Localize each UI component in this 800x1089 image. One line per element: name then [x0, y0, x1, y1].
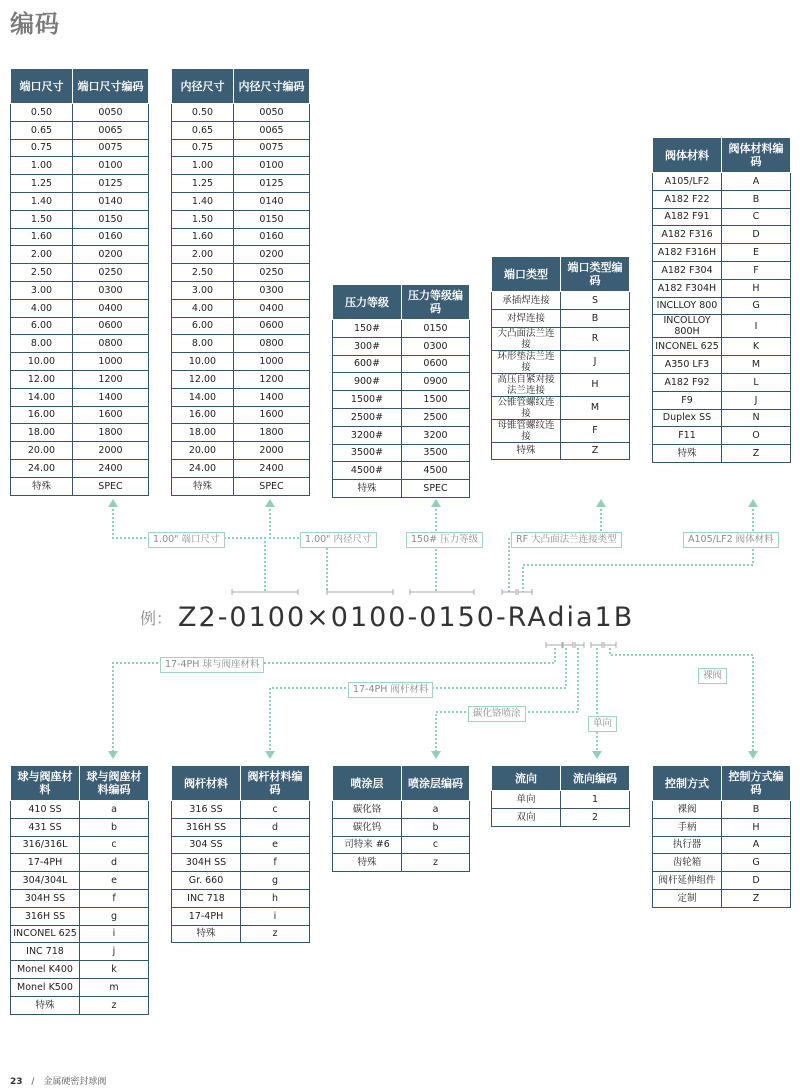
code-cell: M: [722, 356, 791, 374]
code-cell: G: [722, 854, 791, 872]
code-cell: 0150: [234, 210, 310, 228]
code-cell: B: [722, 801, 791, 819]
option-cell: 4.00: [172, 299, 234, 317]
option-cell: A182 F92: [653, 373, 722, 391]
code-cell: f: [80, 889, 149, 907]
option-cell: INCOLLOY 800H: [653, 315, 722, 338]
option-cell: 1.00: [172, 157, 234, 175]
option-cell: 3500#: [333, 444, 402, 462]
end-type-label: RF 大凸面法兰连接类型: [511, 532, 622, 548]
option-cell: 执行器: [653, 836, 722, 854]
code-cell: B: [561, 309, 630, 327]
option-cell: 0.50: [172, 104, 234, 122]
option-cell: Monel K500: [11, 978, 80, 996]
code-cell: H: [722, 279, 791, 297]
option-cell: 20.00: [11, 442, 73, 460]
option-cell: 0.75: [11, 139, 73, 157]
column-header: 阀体材料: [653, 138, 722, 173]
option-cell: 18.00: [172, 424, 234, 442]
option-cell: 2.00: [172, 246, 234, 264]
code-cell: 0100: [234, 157, 310, 175]
option-cell: 1.25: [172, 175, 234, 193]
code-cell: 0250: [73, 264, 149, 282]
option-cell: 17-4PH: [172, 907, 241, 925]
option-cell: A105/LF2: [653, 173, 722, 191]
option-cell: 8.00: [172, 335, 234, 353]
column-header: 喷涂层编码: [402, 766, 470, 801]
code-cell: 0150: [73, 210, 149, 228]
code-cell: 0300: [402, 337, 470, 355]
code-cell: G: [722, 297, 791, 315]
operator-label: 裸阀: [698, 668, 727, 684]
code-cell: Z: [722, 445, 791, 463]
code-cell: 0065: [73, 121, 149, 139]
code-cell: 0600: [234, 317, 310, 335]
code-cell: B: [722, 190, 791, 208]
option-cell: 4500#: [333, 462, 402, 480]
code-cell: i: [80, 925, 149, 943]
option-cell: 12.00: [172, 370, 234, 388]
code-cell: J: [561, 350, 630, 373]
code-cell: e: [80, 872, 149, 890]
code-cell: 1800: [73, 424, 149, 442]
option-cell: 高压自紧对接法兰连接: [492, 373, 561, 396]
option-cell: A350 LF3: [653, 356, 722, 374]
flow-label: 单向: [588, 716, 617, 732]
option-cell: A182 F316: [653, 226, 722, 244]
code-cell: C: [722, 208, 791, 226]
option-cell: 0.50: [11, 104, 73, 122]
option-cell: 1.40: [172, 192, 234, 210]
option-cell: 24.00: [172, 459, 234, 477]
option-cell: 单向: [492, 791, 561, 809]
option-cell: A182 F304H: [653, 279, 722, 297]
option-cell: 1.25: [11, 175, 73, 193]
code-cell: R: [561, 327, 630, 350]
code-cell: Z: [561, 442, 630, 460]
code-cell: z: [241, 925, 310, 943]
column-header: 阀杆材料: [172, 766, 241, 801]
option-cell: 特殊: [172, 925, 241, 943]
code-cell: 1000: [234, 353, 310, 371]
option-cell: 24.00: [11, 459, 73, 477]
code-cell: b: [80, 818, 149, 836]
option-cell: 碳化铬: [333, 801, 402, 819]
option-cell: 1.50: [11, 210, 73, 228]
example-code: [140, 602, 634, 633]
code-cell: M: [561, 396, 630, 419]
code-cell: z: [402, 854, 470, 872]
option-cell: 300#: [333, 337, 402, 355]
option-cell: 6.00: [172, 317, 234, 335]
code-cell: 1200: [73, 370, 149, 388]
code-cell: L: [722, 373, 791, 391]
option-cell: A182 F22: [653, 190, 722, 208]
option-cell: 316H SS: [11, 907, 80, 925]
option-cell: 1.60: [11, 228, 73, 246]
option-cell: 特殊: [492, 442, 561, 460]
code-cell: 3200: [402, 426, 470, 444]
code-cell: 0050: [73, 104, 149, 122]
code-cell: 1500: [402, 391, 470, 409]
code-cell: A: [722, 173, 791, 191]
option-cell: 1.00: [11, 157, 73, 175]
option-cell: 17-4PH: [11, 854, 80, 872]
code-cell: c: [80, 836, 149, 854]
code-cell: b: [402, 818, 470, 836]
column-header: 端口类型: [492, 257, 561, 292]
port-size-label: 1.00" 端口尺寸: [148, 532, 225, 548]
code-cell: 0050: [234, 104, 310, 122]
option-cell: 特殊: [333, 480, 402, 498]
option-cell: 3.00: [11, 281, 73, 299]
option-cell: 20.00: [172, 442, 234, 460]
code-cell: 0150: [402, 320, 470, 338]
example-label: 例：: [140, 609, 173, 628]
coating-label: 碳化铬喷涂: [468, 706, 526, 722]
code-cell: 2400: [73, 459, 149, 477]
ball-seat-label: 17-4PH 球与阀座材料: [160, 657, 264, 673]
option-cell: 316/316L: [11, 836, 80, 854]
column-header: 球与阀座材料: [11, 766, 80, 801]
column-header: 压力等级: [333, 285, 402, 320]
option-cell: 特殊: [653, 445, 722, 463]
code-cell: 0075: [73, 139, 149, 157]
code-cell: k: [80, 961, 149, 979]
option-cell: F9: [653, 391, 722, 409]
option-cell: A182 F91: [653, 208, 722, 226]
code-cell: h: [241, 889, 310, 907]
option-cell: Duplex SS: [653, 409, 722, 427]
option-cell: Gr. 660: [172, 872, 241, 890]
code-cell: O: [722, 427, 791, 445]
option-cell: 对焊连接: [492, 309, 561, 327]
code-cell: 0140: [73, 192, 149, 210]
code-cell: Z: [722, 889, 791, 907]
code-cell: d: [241, 818, 310, 836]
code-cell: H: [722, 818, 791, 836]
option-cell: 6.00: [11, 317, 73, 335]
option-cell: A182 F316H: [653, 244, 722, 262]
option-cell: 母锥管螺纹连接: [492, 419, 561, 442]
code-cell: a: [402, 801, 470, 819]
code-cell: 0300: [234, 281, 310, 299]
option-cell: INCLLOY 800: [653, 297, 722, 315]
bore-size-label: 1.00" 内径尺寸: [300, 532, 377, 548]
code-cell: 0140: [234, 192, 310, 210]
code-cell: D: [722, 872, 791, 890]
code-cell: 0800: [73, 335, 149, 353]
code-cell: z: [80, 996, 149, 1014]
option-cell: 410 SS: [11, 801, 80, 819]
column-header: 端口类型编码: [561, 257, 630, 292]
option-cell: 18.00: [11, 424, 73, 442]
option-cell: 304/304L: [11, 872, 80, 890]
option-cell: 0.65: [11, 121, 73, 139]
code-cell: F: [561, 419, 630, 442]
option-cell: 316 SS: [172, 801, 241, 819]
code-cell: d: [80, 854, 149, 872]
option-cell: Monel K400: [11, 961, 80, 979]
code-cell: 2000: [234, 442, 310, 460]
column-header: 端口尺寸编码: [73, 69, 149, 104]
option-cell: 900#: [333, 373, 402, 391]
code-cell: 0200: [234, 246, 310, 264]
option-cell: 特殊: [333, 854, 402, 872]
option-cell: 齿轮箱: [653, 854, 722, 872]
option-cell: 2.50: [172, 264, 234, 282]
column-header: 阀杆材料编码: [241, 766, 310, 801]
code-cell: j: [80, 943, 149, 961]
option-cell: 碳化钨: [333, 818, 402, 836]
option-cell: 304 SS: [172, 836, 241, 854]
code-cell: 0125: [73, 175, 149, 193]
code-cell: SPEC: [73, 477, 149, 495]
option-cell: 0.65: [172, 121, 234, 139]
code-cell: m: [80, 978, 149, 996]
option-cell: 司特来 #6: [333, 836, 402, 854]
column-header: 流向编码: [561, 766, 630, 791]
page-title: 编码: [10, 10, 60, 38]
option-cell: F11: [653, 427, 722, 445]
option-cell: 2500#: [333, 408, 402, 426]
option-cell: 304H SS: [11, 889, 80, 907]
code-cell: 2500: [402, 408, 470, 426]
code-cell: 1600: [73, 406, 149, 424]
code-cell: 0600: [402, 355, 470, 373]
option-cell: 431 SS: [11, 818, 80, 836]
option-cell: 16.00: [172, 406, 234, 424]
code-cell: SPEC: [402, 480, 470, 498]
page-number: 23: [10, 1077, 23, 1087]
option-cell: 1.60: [172, 228, 234, 246]
code-cell: 0160: [234, 228, 310, 246]
code-cell: 1400: [234, 388, 310, 406]
code-cell: 0800: [234, 335, 310, 353]
column-header: 内径尺寸编码: [234, 69, 310, 104]
code-cell: e: [241, 836, 310, 854]
code-cell: 0400: [73, 299, 149, 317]
option-cell: 特殊: [11, 996, 80, 1014]
option-cell: 1.50: [172, 210, 234, 228]
option-cell: 裸阀: [653, 801, 722, 819]
code-cell: 1800: [234, 424, 310, 442]
option-cell: 304H SS: [172, 854, 241, 872]
column-header: 控制方式编码: [722, 766, 791, 801]
code-cell: SPEC: [234, 477, 310, 495]
code-cell: S: [561, 292, 630, 310]
code-cell: 4500: [402, 462, 470, 480]
code-cell: 1200: [234, 370, 310, 388]
code-cell: A: [722, 836, 791, 854]
option-cell: 3200#: [333, 426, 402, 444]
option-cell: 公锥管螺纹连接: [492, 396, 561, 419]
option-cell: 10.00: [11, 353, 73, 371]
code-cell: K: [722, 338, 791, 356]
option-cell: 2.00: [11, 246, 73, 264]
column-header: 端口尺寸: [11, 69, 73, 104]
code-cell: H: [561, 373, 630, 396]
code-cell: 2: [561, 808, 630, 826]
option-cell: 14.00: [172, 388, 234, 406]
option-cell: 16.00: [11, 406, 73, 424]
option-cell: 4.00: [11, 299, 73, 317]
code-cell: D: [722, 226, 791, 244]
code-cell: 0125: [234, 175, 310, 193]
option-cell: 12.00: [11, 370, 73, 388]
option-cell: 1.40: [11, 192, 73, 210]
option-cell: 0.75: [172, 139, 234, 157]
option-cell: 大凸面法兰连接: [492, 327, 561, 350]
code-cell: F: [722, 261, 791, 279]
code-cell: 0200: [73, 246, 149, 264]
code-cell: c: [241, 801, 310, 819]
code-cell: 0100: [73, 157, 149, 175]
option-cell: 承插焊连接: [492, 292, 561, 310]
code-cell: I: [722, 315, 791, 338]
pressure-label: 150# 压力等级: [406, 532, 483, 548]
page-footer: [10, 1074, 106, 1087]
column-header: 压力等级编码: [402, 285, 470, 320]
option-cell: INCONEL 625: [653, 338, 722, 356]
option-cell: 1500#: [333, 391, 402, 409]
stem-label: 17-4PH 阀杆材料: [348, 682, 433, 698]
code-cell: 0075: [234, 139, 310, 157]
option-cell: 环形垫法兰连接: [492, 350, 561, 373]
option-cell: 特殊: [11, 477, 73, 495]
option-cell: 14.00: [11, 388, 73, 406]
footer-separator: /: [31, 1077, 35, 1087]
code-cell: i: [241, 907, 310, 925]
code-cell: 0600: [73, 317, 149, 335]
example-code-text: Z2-0100×0100-0150-RAdia1B: [178, 602, 635, 633]
code-cell: 0900: [402, 373, 470, 391]
code-cell: 0160: [73, 228, 149, 246]
code-cell: 1600: [234, 406, 310, 424]
option-cell: 600#: [333, 355, 402, 373]
option-cell: INC 718: [11, 943, 80, 961]
code-cell: 0250: [234, 264, 310, 282]
column-header: 喷涂层: [333, 766, 402, 801]
code-cell: 0400: [234, 299, 310, 317]
code-cell: 0065: [234, 121, 310, 139]
code-cell: J: [722, 391, 791, 409]
code-cell: f: [241, 854, 310, 872]
option-cell: 手柄: [653, 818, 722, 836]
code-cell: 1000: [73, 353, 149, 371]
option-cell: INC 718: [172, 889, 241, 907]
option-cell: 3.00: [172, 281, 234, 299]
code-cell: g: [241, 872, 310, 890]
code-cell: 2000: [73, 442, 149, 460]
column-header: 内径尺寸: [172, 69, 234, 104]
option-cell: 150#: [333, 320, 402, 338]
option-cell: 316H SS: [172, 818, 241, 836]
code-cell: 2400: [234, 459, 310, 477]
code-cell: a: [80, 801, 149, 819]
column-header: 阀体材料编码: [722, 138, 791, 173]
option-cell: 10.00: [172, 353, 234, 371]
option-cell: A182 F304: [653, 261, 722, 279]
code-cell: 1: [561, 791, 630, 809]
option-cell: 2.50: [11, 264, 73, 282]
code-cell: 1400: [73, 388, 149, 406]
option-cell: 双向: [492, 808, 561, 826]
column-header: 流向: [492, 766, 561, 791]
column-header: 球与阀座材料编码: [80, 766, 149, 801]
code-cell: 0300: [73, 281, 149, 299]
body-material-label: A105/LF2 阀体材料: [683, 532, 779, 548]
code-cell: N: [722, 409, 791, 427]
code-cell: E: [722, 244, 791, 262]
option-cell: 阀杆延伸组件: [653, 872, 722, 890]
option-cell: 8.00: [11, 335, 73, 353]
footer-text: 金属硬密封球阀: [43, 1077, 107, 1087]
option-cell: 定制: [653, 889, 722, 907]
code-cell: g: [80, 907, 149, 925]
code-cell: 3500: [402, 444, 470, 462]
column-header: 控制方式: [653, 766, 722, 801]
option-cell: 特殊: [172, 477, 234, 495]
option-cell: INCONEL 625: [11, 925, 80, 943]
code-cell: c: [402, 836, 470, 854]
